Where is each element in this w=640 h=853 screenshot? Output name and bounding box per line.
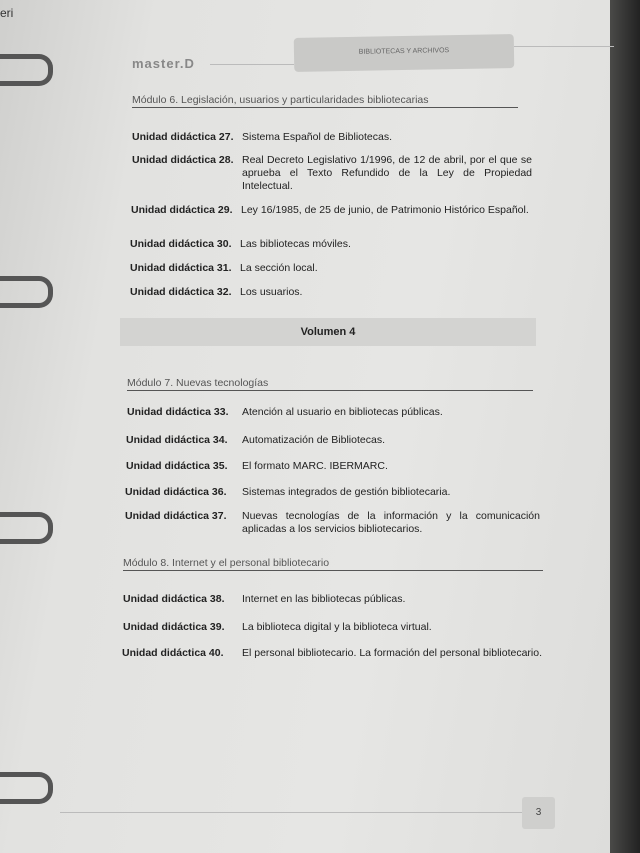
unit-label: Unidad didáctica 35. bbox=[126, 460, 228, 472]
module-title: Módulo 8. Internet y el personal bibliotecario bbox=[123, 557, 543, 571]
unit-text: El personal bibliotecario. La formación del personal bibliotecario. bbox=[242, 647, 543, 659]
unit-row bbox=[126, 434, 552, 447]
unit-row bbox=[131, 204, 531, 217]
binder-ring bbox=[0, 512, 53, 544]
binder-ring bbox=[0, 276, 53, 308]
section-tab: BIBLIOTECAS Y ARCHIVOS bbox=[294, 34, 515, 72]
unit-label: Unidad didáctica 36. bbox=[125, 486, 227, 498]
unit-text: Nuevas tecnologías de la información y la comunicación aplicadas a los servicios bibliotecarios. bbox=[242, 510, 540, 535]
binder-ring bbox=[0, 54, 53, 86]
page-fragment-text: eri bbox=[0, 6, 14, 20]
unit-label: Unidad didáctica 40. bbox=[122, 647, 224, 659]
footer-line bbox=[60, 812, 522, 813]
unit-label: Unidad didáctica 37. bbox=[125, 510, 227, 522]
unit-row bbox=[130, 238, 550, 251]
unit-label: Unidad didáctica 39. bbox=[123, 621, 225, 633]
unit-label: Unidad didáctica 30. bbox=[130, 238, 232, 250]
unit-label: Unidad didáctica 29. bbox=[131, 204, 233, 216]
unit-text: La biblioteca digital y la biblioteca virtual. bbox=[242, 621, 432, 633]
unit-label: Unidad didáctica 34. bbox=[126, 434, 228, 446]
unit-text: Real Decreto Legislativo 1/1996, de 12 de abril, por el que se aprueba el Texto Refundido de la Ley de Propiedad Intelectual. bbox=[242, 154, 532, 192]
header-line bbox=[210, 64, 294, 65]
unit-text: Sistema Español de Bibliotecas. bbox=[242, 131, 392, 143]
unit-label: Unidad didáctica 38. bbox=[123, 593, 225, 605]
unit-label: Unidad didáctica 33. bbox=[127, 406, 229, 418]
unit-row bbox=[125, 486, 552, 499]
unit-text: Internet en las bibliotecas públicas. bbox=[242, 593, 406, 605]
page-number: 3 bbox=[522, 797, 555, 829]
logo: master.D bbox=[132, 56, 195, 71]
unit-label: Unidad didáctica 32. bbox=[130, 286, 232, 298]
unit-row bbox=[130, 286, 550, 299]
unit-row bbox=[123, 621, 552, 634]
unit-row bbox=[127, 406, 552, 419]
unit-text: Los usuarios. bbox=[240, 286, 303, 298]
module-title: Módulo 6. Legislación, usuarios y particularidades bibliotecarias bbox=[132, 94, 518, 108]
unit-label: Unidad didáctica 28. bbox=[132, 154, 234, 166]
volume-banner: Volumen 4 bbox=[120, 318, 536, 346]
unit-row bbox=[132, 131, 552, 144]
binder-ring bbox=[0, 772, 53, 804]
unit-text: Las bibliotecas móviles. bbox=[240, 238, 351, 250]
unit-row bbox=[130, 262, 550, 275]
unit-row bbox=[122, 647, 547, 660]
unit-text: Automatización de Bibliotecas. bbox=[242, 434, 385, 446]
unit-row bbox=[123, 593, 552, 606]
unit-label: Unidad didáctica 27. bbox=[132, 131, 234, 143]
unit-text: La sección local. bbox=[240, 262, 318, 274]
unit-text: Atención al usuario en bibliotecas públicas. bbox=[242, 406, 443, 418]
unit-row bbox=[132, 154, 532, 193]
header-line bbox=[514, 46, 614, 47]
unit-text: El formato MARC. IBERMARC. bbox=[242, 460, 388, 472]
unit-label: Unidad didáctica 31. bbox=[130, 262, 232, 274]
unit-text: Ley 16/1985, de 25 de junio, de Patrimonio Histórico Español. bbox=[241, 204, 529, 216]
unit-row bbox=[126, 460, 552, 473]
module-title: Módulo 7. Nuevas tecnologías bbox=[127, 377, 533, 391]
unit-text: Sistemas integrados de gestión bibliotecaria. bbox=[242, 486, 451, 498]
binder-edge bbox=[610, 0, 640, 853]
unit-row bbox=[125, 510, 540, 536]
